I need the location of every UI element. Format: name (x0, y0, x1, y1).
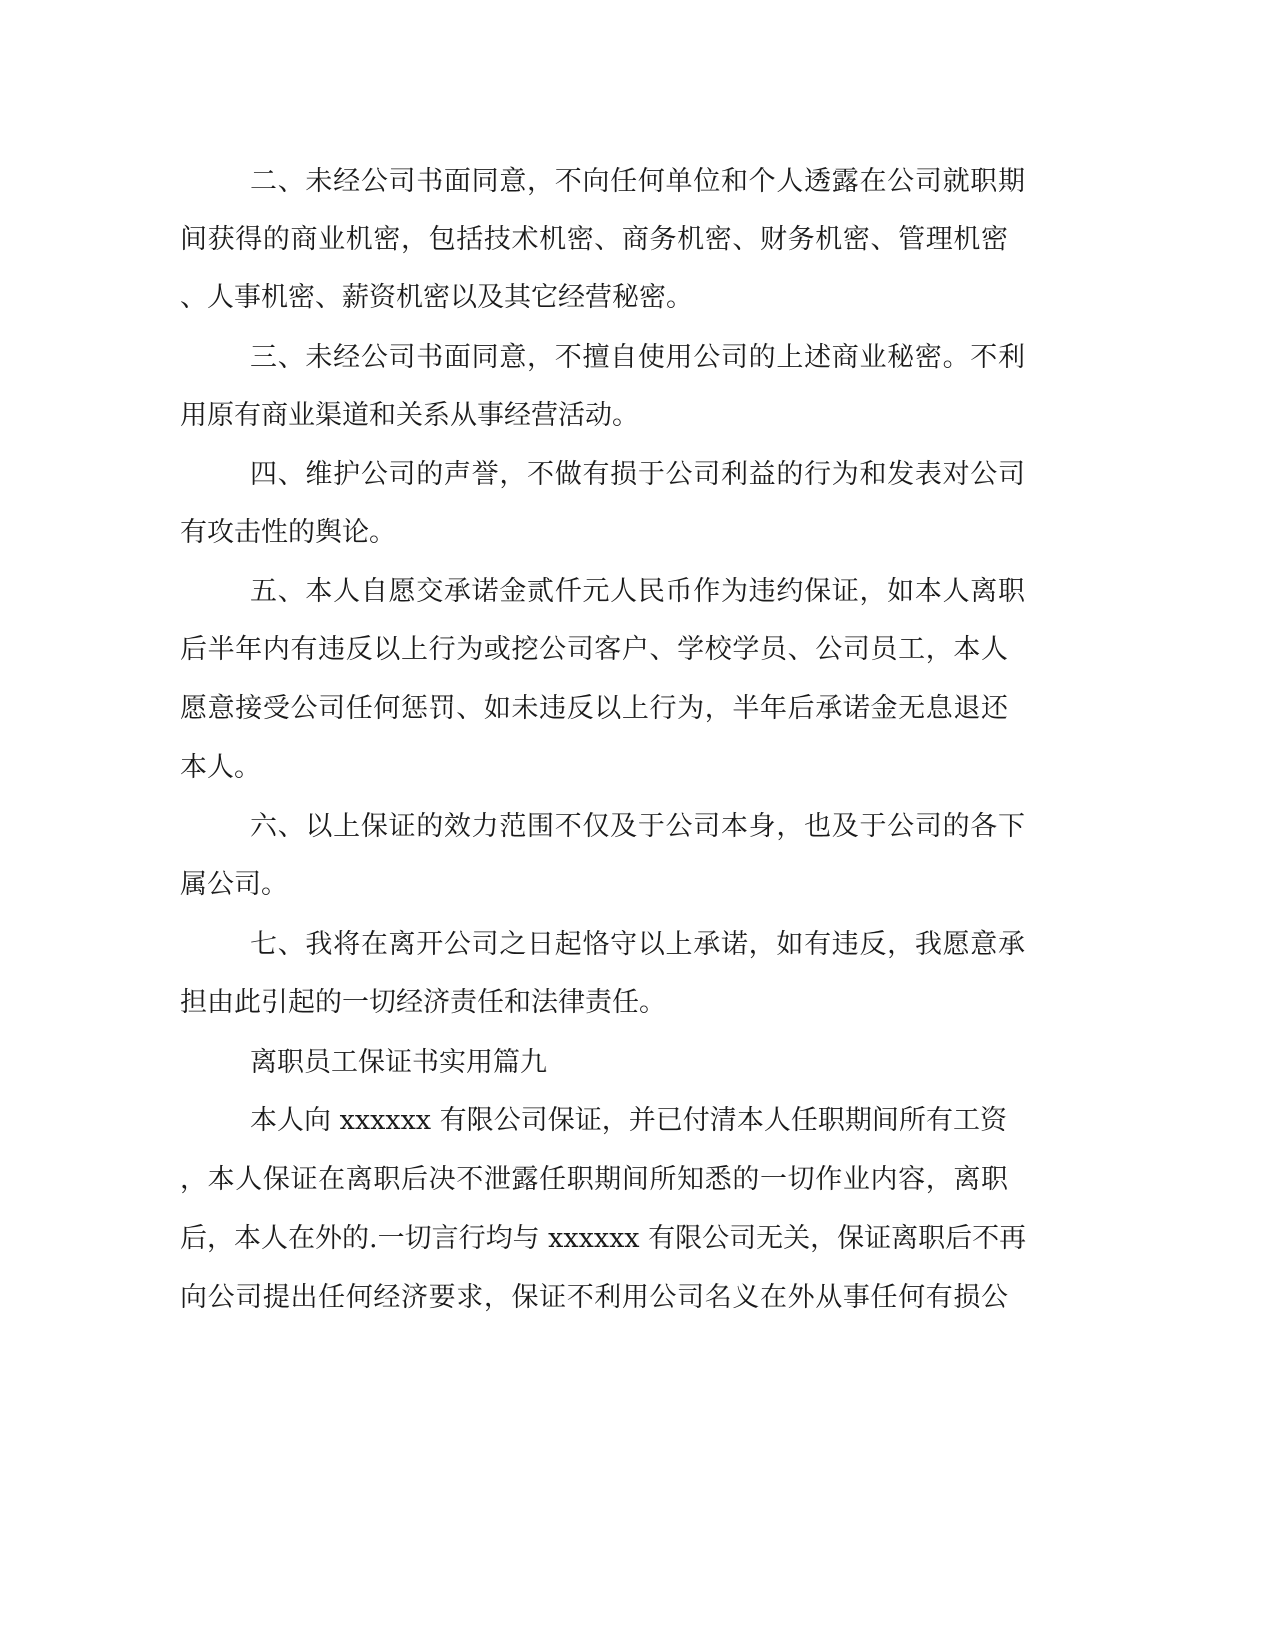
text-line: 愿意接受公司任何惩罚、如未违反以上行为，半年后承诺金无息退还 (180, 693, 1008, 724)
text-line: 三、未经公司书面同意，不擅自使用公司的上述商业秘密。不利 (250, 342, 1025, 373)
text-line: 本人。 (180, 752, 261, 783)
text-line: 二、未经公司书面同意，不向任何单位和个人透露在公司就职期 (250, 166, 1025, 197)
text-line: 向公司提出任何经济要求，保证不利用公司名义在外从事任何有损公 (180, 1282, 1008, 1313)
text-line: 有攻击性的舆论。 (180, 517, 396, 548)
text-line: 四、维护公司的声誉，不做有损于公司利益的行为和发表对公司 (250, 459, 1025, 490)
text-line: 五、本人自愿交承诺金贰仟元人民币作为违约保证，如本人离职 (250, 576, 1025, 607)
text-line: 、人事机密、薪资机密以及其它经营秘密。 (180, 282, 693, 313)
text-line: 属公司。 (180, 869, 288, 900)
text-line: 后半年内有违反以上行为或挖公司客户、学校学员、公司员工，本人 (180, 634, 1008, 665)
text-line: 担由此引起的一切经济责任和法律责任。 (180, 987, 666, 1018)
text-line: 七、我将在离开公司之日起恪守以上承诺，如有违反，我愿意承 (250, 929, 1025, 960)
text-line: 本人向 xxxxxx 有限公司保证，并已付清本人任职期间所有工资 (250, 1105, 1007, 1136)
section-heading: 离职员工保证书实用篇九 (250, 1047, 547, 1078)
text-line: 后，本人在外的.一切言行均与 xxxxxx 有限公司无关，保证离职后不再 (180, 1223, 1027, 1254)
text-line: 六、以上保证的效力范围不仅及于公司本身，也及于公司的各下 (250, 811, 1025, 842)
text-line: 间获得的商业机密，包括技术机密、商务机密、财务机密、管理机密 (180, 224, 1008, 255)
text-line: 用原有商业渠道和关系从事经营活动。 (180, 400, 639, 431)
text-line: ，本人保证在离职后决不泄露任职期间所知悉的一切作业内容，离职 (180, 1164, 1008, 1195)
